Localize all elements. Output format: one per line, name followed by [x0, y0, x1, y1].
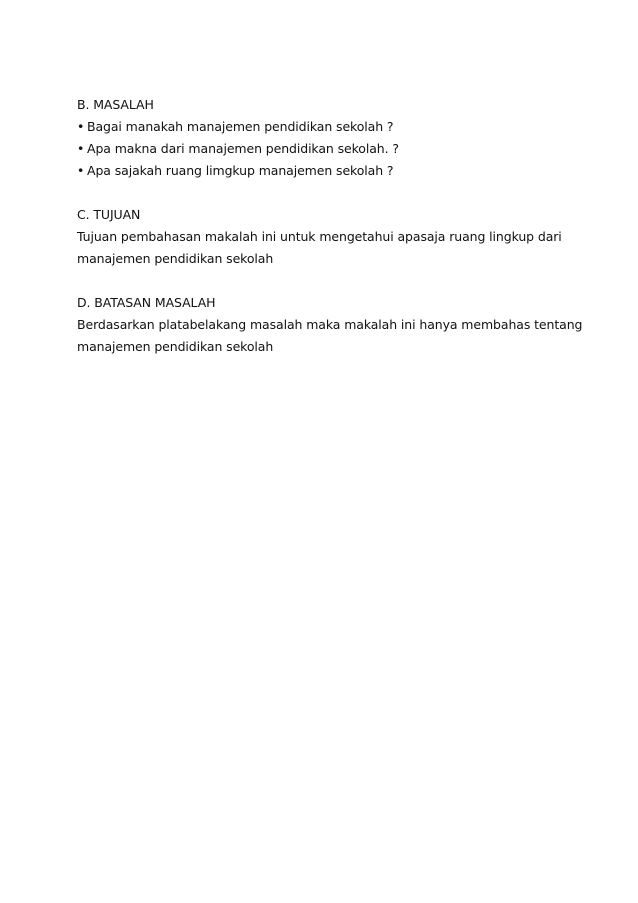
- bullet-item: [77, 116, 577, 138]
- section-heading-masalah: B. MASALAH: [77, 97, 154, 112]
- section-heading-tujuan: C. TUJUAN: [77, 207, 141, 222]
- bullet-item: [77, 160, 577, 182]
- section-heading-batasan-masalah: D. BATASAN MASALAH: [77, 295, 216, 310]
- section-batasan-masalah: [77, 292, 583, 358]
- section-tujuan: [77, 204, 577, 270]
- bullet-icon: •: [77, 119, 85, 134]
- document-content: [77, 94, 583, 380]
- paragraph-line: Tujuan pembahasan makalah ini untuk mengetahui apasaja ruang lingkup dari: [77, 229, 562, 244]
- bullet-icon: •: [77, 141, 85, 156]
- bullet-text: Apa makna dari manajemen pendidikan sekolah. ?: [87, 141, 399, 156]
- bullet-text: Bagai manakah manajemen pendidikan sekolah ?: [87, 119, 394, 134]
- bullet-item: [77, 138, 577, 160]
- paragraph-line: manajemen pendidikan sekolah: [77, 339, 274, 354]
- bullet-icon: •: [77, 163, 85, 178]
- paragraph-line: manajemen pendidikan sekolah: [77, 251, 274, 266]
- bullet-text: Apa sajakah ruang limgkup manajemen sekolah ?: [87, 163, 394, 178]
- paragraph-line: Berdasarkan platabelakang masalah maka makalah ini hanya membahas tentang: [77, 317, 583, 332]
- section-masalah: [77, 94, 577, 182]
